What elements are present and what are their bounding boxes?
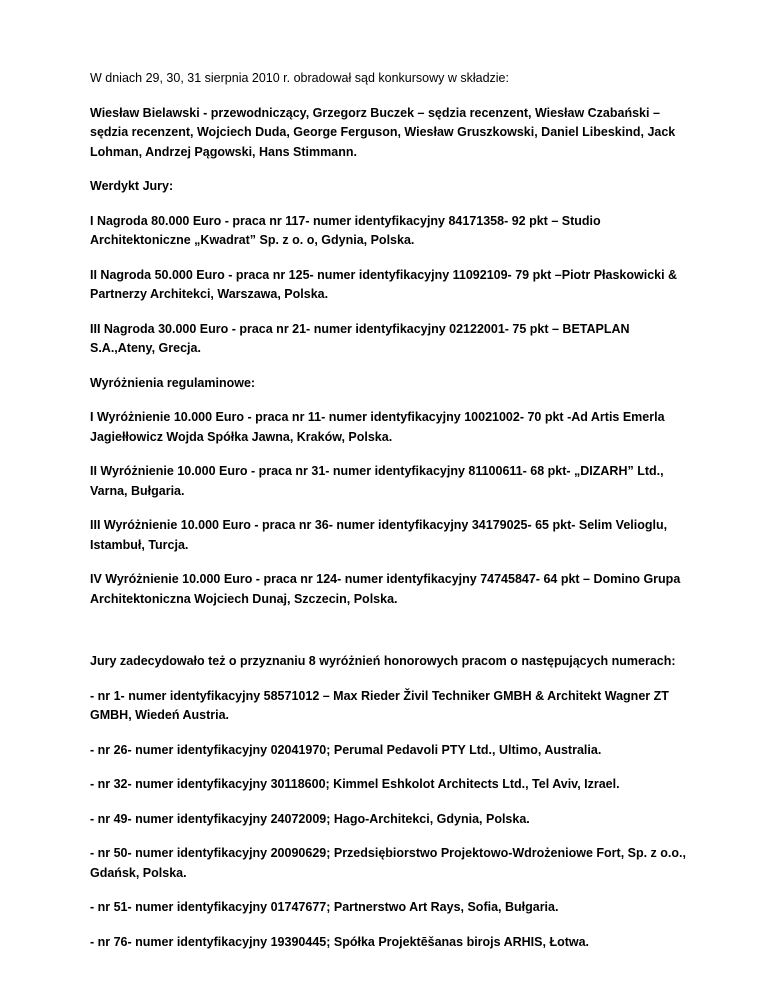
distinctions-heading: Wyróżnienia regulaminowe: xyxy=(90,375,256,390)
honorary-item: - nr 76- numer identyfikacyjny 19390445; Spółka Projektēšanas birojs ARHIS, Łotwa. xyxy=(90,934,590,949)
honorary-item: - nr 50- numer identyfikacyjny 20090629; Przedsiębiorstwo Projektowo-Wdrożeniowe Fort, Sp. z o.o., Gdańsk, Polska. xyxy=(90,846,686,880)
distinction-third: III Wyróżnienie 10.000 Euro - praca nr 36- numer identyfikacyjny 34179025- 65 pkt- Selim Velioglu, Istambuł, Turcja. xyxy=(90,518,668,552)
honorary-item: - nr 26- numer identyfikacyjny 02041970; Perumal Pedavoli PTY Ltd., Ultimo, Australia. xyxy=(90,742,602,757)
honorary-item: - nr 51- numer identyfikacyjny 01747677; Partnerstwo Art Rays, Sofia, Bułgaria. xyxy=(90,900,559,914)
section-spacer xyxy=(90,624,688,652)
honorary-item: - nr 32- numer identyfikacyjny 30118600; Kimmel Eshkolot Architects Ltd., Tel Aviv, Izrael. xyxy=(90,777,620,791)
jury-members-paragraph: Wiesław Bielawski - przewodniczący, Grzegorz Buczek – sędzia recenzent, Wiesław Czabański – sędzia recenzent, Wojciech Duda, George Ferguson, Wiesław Gruszkowski, Daniel Libeskind, Jack Lohman, Andrzej Pągowski, Hans Stimmann. xyxy=(90,105,676,159)
verdict-heading: Werdykt Jury: xyxy=(90,179,174,193)
honorary-heading: Jury zadecydowało też o przyznaniu 8 wyróżnień honorowych pracom o następujących numerach: xyxy=(90,654,676,668)
distinction-fourth: IV Wyróżnienie 10.000 Euro - praca nr 124- numer identyfikacyjny 74745847- 64 pkt – Domino Grupa Architektoniczna Wojciech Dunaj, Szczecin, Polska. xyxy=(90,572,681,606)
intro-paragraph: W dniach 29, 30, 31 sierpnia 2010 r. obradował sąd konkursowy w składzie: xyxy=(90,71,509,85)
honorary-item: - nr 1- numer identyfikacyjny 58571012 – Max Rieder Živil Techniker GMBH & Architekt Wagner ZT GMBH, Wiedeń Austria. xyxy=(90,688,669,722)
distinction-first: I Wyróżnienie 10.000 Euro - praca nr 11- numer identyfikacyjny 10021002- 70 pkt -Ad Artis Emerla Jagiełłowicz Wojda Spółka Jawna, Kraków, Polska. xyxy=(90,410,665,444)
honorary-item: - nr 49- numer identyfikacyjny 24072009; Hago-Architekci, Gdynia, Polska. xyxy=(90,811,530,826)
prize-second: II Nagroda 50.000 Euro - praca nr 125- numer identyfikacyjny 11092109- 79 pkt –Piotr Płaskowicki & Partnerzy Architekci, Warszawa, Polska. xyxy=(90,267,678,301)
prize-first: I Nagroda 80.000 Euro - praca nr 117- numer identyfikacyjny 84171358- 92 pkt – Studio Architektoniczne „Kwadrat” Sp. z o. o, Gdynia, Polska. xyxy=(90,213,601,247)
distinction-second: II Wyróżnienie 10.000 Euro - praca nr 31- numer identyfikacyjny 81100611- 68 pkt- „DIZARH” Ltd., Varna, Bułgaria. xyxy=(90,464,664,498)
prize-third: III Nagroda 30.000 Euro - praca nr 21- numer identyfikacyjny 02122001- 75 pkt – BETAPLAN S.A.,Ateny, Grecja. xyxy=(90,321,630,355)
